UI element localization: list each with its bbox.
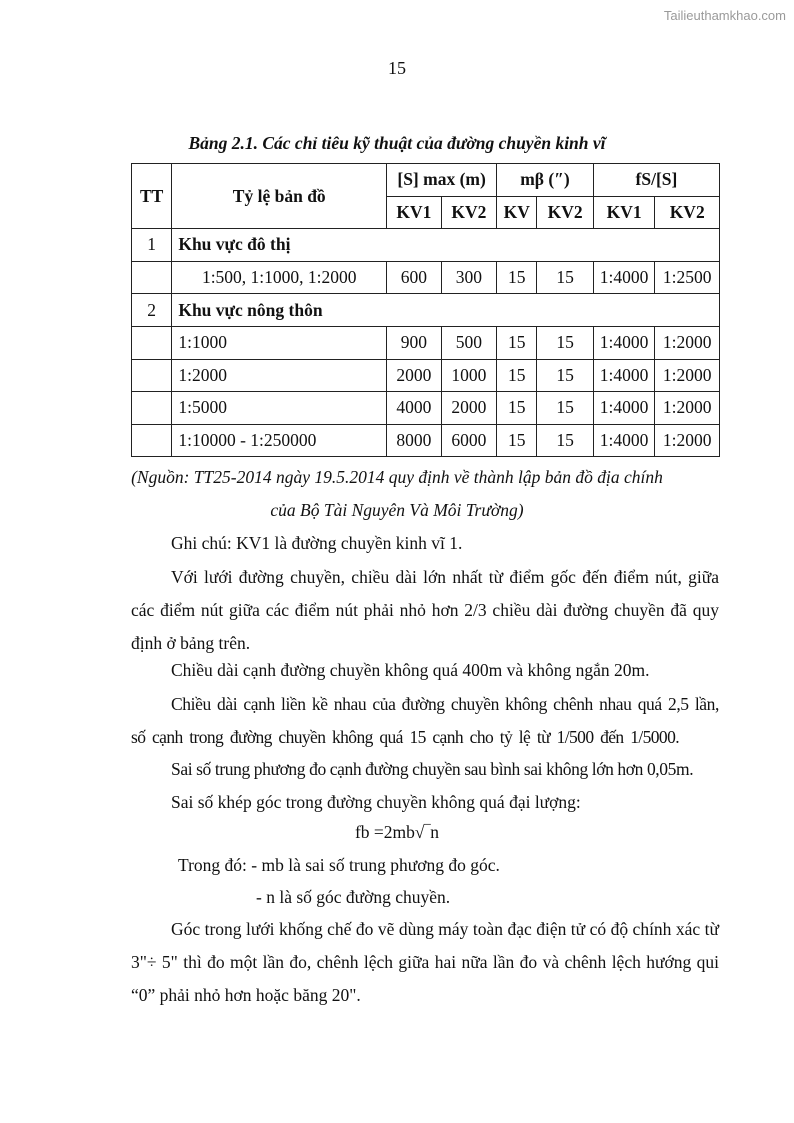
subheader-kv: KV [497,196,537,229]
subheader-kv2: KV2 [441,196,496,229]
table-row [132,261,720,294]
table-cell [132,359,172,392]
table-cell: 1:4000 [593,326,655,359]
header-scale: Tỷ lệ bản đồ [172,164,387,229]
table-row [132,326,720,359]
table-cell: 1:10000 - 1:250000 [172,424,387,457]
group-name: Khu vực nông thôn [172,294,720,327]
table-cell: 1:4000 [593,392,655,425]
table-cell: 900 [387,326,441,359]
group-name: Khu vực đô thị [172,229,720,262]
table-cell: 600 [387,261,441,294]
paragraph-adjacent-edges-1: Chiều dài cạnh liền kề nhau của đường chuyền không chênh nhau quá 2,5 lần, [171,694,719,714]
table-row [132,392,720,425]
table-cell: 2000 [441,392,496,425]
table-cell: 15 [497,392,537,425]
table-cell [132,424,172,457]
where-line-2: - n là số góc đường chuyền. [256,887,451,907]
table-cell: 1:2000 [655,326,720,359]
watermark: Tailieuthamkhao.com [663,8,786,23]
page-number: 15 [388,58,406,78]
table-cell: 8000 [387,424,441,457]
table-cell [132,326,172,359]
header-smax: [S] max (m) [387,164,497,197]
subheader-kv1: KV1 [593,196,655,229]
table-cell: 15 [537,359,593,392]
table-header-row [132,164,720,197]
note-paragraph: Ghi chú: KV1 là đường chuyền kinh vĩ 1. [171,533,463,553]
table-group-row [132,294,720,327]
formula: fb =2mb√‾n [354,822,440,842]
where-line-1: Trong đó: - mb là sai số trung phương đo góc. [178,855,500,875]
table-cell: 1:2000 [655,424,720,457]
paragraph-angle-closure: Sai số khép góc trong đường chuyền không quá đại lượng: [171,792,581,812]
subheader-kv1: KV1 [387,196,441,229]
subheader-kv2: KV2 [655,196,720,229]
source-line-1: (Nguồn: TT25-2014 ngày 19.5.2014 quy định về thành lập bản đồ địa chính [131,467,663,487]
table-cell: 15 [497,326,537,359]
table-cell: 15 [497,359,537,392]
table-cell: 1:2000 [172,359,387,392]
paragraph-adjacent-edges-2: số cạnh trong đường chuyền không quá 15 cạnh cho tỷ lệ từ 1/500 đến 1/5000. [131,727,679,747]
table-cell: 300 [441,261,496,294]
table-cell: 1:4000 [593,424,655,457]
table-cell: 1:2000 [655,359,720,392]
table-cell: 15 [497,261,537,294]
paragraph-node-length: Với lưới đường chuyền, chiều dài lớn nhất từ điểm gốc đến điểm nút, giữa các điểm nút giữa các điểm nút phải nhỏ hơn 2/3 chiều dài đường chuyền đã quy định ở bảng trên. [131,567,719,653]
group-number: 2 [132,294,172,327]
paragraph-edge-error: Sai số trung phương đo cạnh đường chuyền sau bình sai không lớn hơn 0,05m. [171,759,694,779]
table-cell: 1:500, 1:1000, 1:2000 [172,261,387,294]
table-cell [132,392,172,425]
subheader-kv2: KV2 [537,196,593,229]
table-row [132,424,720,457]
table-cell: 15 [537,392,593,425]
spec-table [131,163,720,457]
header-fs: fS/[S] [593,164,719,197]
table-row [132,359,720,392]
table-group-row [132,229,720,262]
paragraph-total-station: Góc trong lưới khống chế đo vẽ dùng máy toàn đạc điện tử có độ chính xác từ 3"÷ 5" thì đo một lần đo, chênh lệch giữa hai nữa lần đo và chênh lệch hướng qui “0” phải nhỏ hơn hoặc băng 20". [131,919,719,1005]
table-cell: 1:4000 [593,359,655,392]
table-cell: 1000 [441,359,496,392]
table-cell: 15 [537,261,593,294]
header-mb: mβ (″) [497,164,594,197]
table-cell: 6000 [441,424,496,457]
table-cell: 15 [537,424,593,457]
paragraph-edge-length: Chiều dài cạnh đường chuyền không quá 400m và không ngắn 20m. [171,660,650,680]
header-tt: TT [132,164,172,229]
source-line-2: của Bộ Tài Nguyên Và Môi Trường) [270,500,524,520]
table-cell [132,261,172,294]
table-caption: Bảng 2.1. Các chỉ tiêu kỹ thuật của đường chuyền kinh vĩ [188,133,606,153]
table-cell: 1:4000 [593,261,655,294]
table-cell: 1:5000 [172,392,387,425]
table-cell: 1:2000 [655,392,720,425]
group-number: 1 [132,229,172,262]
table-cell: 15 [497,424,537,457]
table-cell: 2000 [387,359,441,392]
table-cell: 1:1000 [172,326,387,359]
table-cell: 1:2500 [655,261,720,294]
table-cell: 15 [537,326,593,359]
table-cell: 4000 [387,392,441,425]
table-cell: 500 [441,326,496,359]
